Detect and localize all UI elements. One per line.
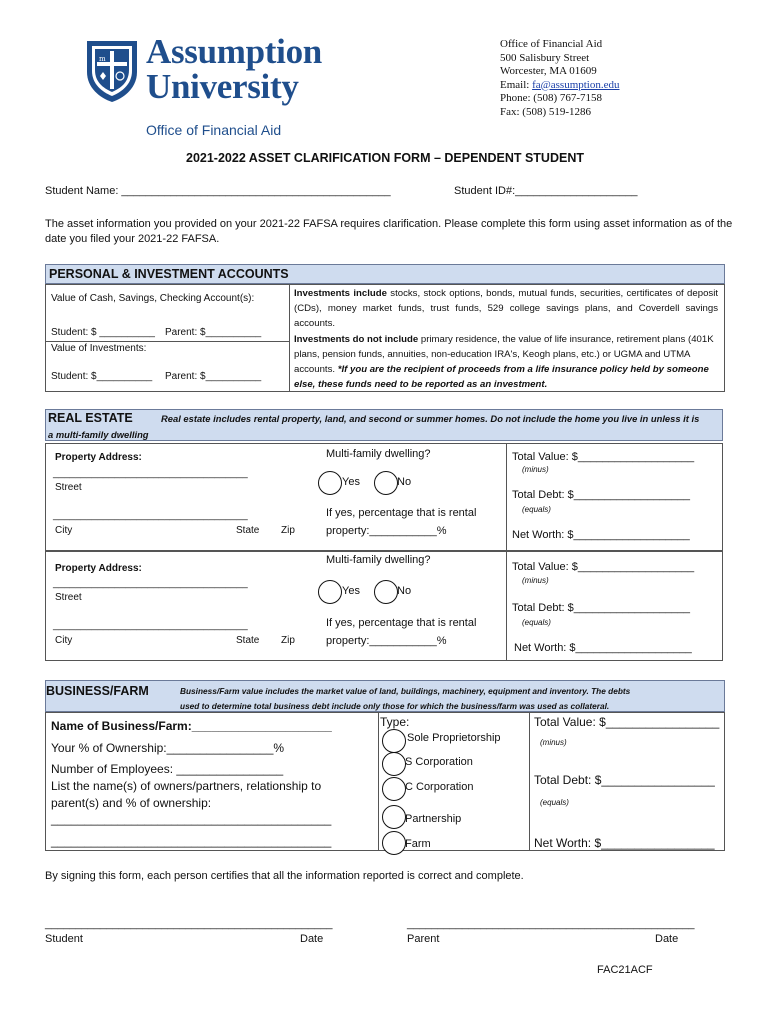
type-s-corporation-radio[interactable] <box>382 752 406 776</box>
type-farm-radio[interactable] <box>382 831 406 855</box>
form-title: 2021-2022 ASSET CLARIFICATION FORM – DEPENDENT STUDENT <box>186 151 584 165</box>
type-c-corporation-radio[interactable] <box>382 777 406 801</box>
business-total-value-field[interactable]: Total Value: $_________________ <box>534 715 720 729</box>
business-net-worth-field[interactable]: Net Worth: $_________________ <box>534 836 715 850</box>
student-name-field[interactable]: Student Name: ____________________________________________ <box>45 185 391 197</box>
property-address-label: Property Address: <box>55 452 142 463</box>
city-label: City <box>55 635 73 646</box>
type-sole-proprietorship-label: Sole Proprietorship <box>407 732 501 744</box>
investments-include-note <box>294 286 718 331</box>
business-note-line1: Business/Farm value includes the market value of land, buildings, machinery, equipment and inventory. The debts <box>180 686 631 696</box>
total-debt-field[interactable]: Total Debt: $___________________ <box>512 602 690 614</box>
business-divider-1 <box>378 712 379 851</box>
logo-line1: Assumption <box>146 32 322 71</box>
business-type-label: Type: <box>380 715 410 729</box>
business-name-field[interactable]: Name of Business/Farm:_____________________ <box>51 719 332 733</box>
personal-divider <box>289 284 290 392</box>
logo <box>84 32 346 148</box>
office-fax: Fax: (508) 519-1286 <box>500 105 592 118</box>
type-partnership-label: Partnership <box>405 813 462 825</box>
email-label: Email: <box>500 78 533 91</box>
owners-label-line2: parent(s) and % of ownership: <box>51 796 212 810</box>
email-link[interactable]: fa@assumption.edu <box>532 78 620 91</box>
state-label: State <box>236 525 260 536</box>
real-estate-note-line1: Real estate includes rental property, land, and second or summer homes. Do not include the home you live in unless it is <box>161 413 700 424</box>
property-city-blank[interactable]: ___________________________________ <box>53 510 248 521</box>
office-name: Office of Financial Aid <box>500 38 603 50</box>
parent-signature-line[interactable]: _______________________________________________ <box>407 918 695 930</box>
parent-date-label: Date <box>655 933 679 945</box>
multi-family-label: Multi-family dwelling? <box>326 554 431 566</box>
university-shield-icon <box>84 38 140 104</box>
type-s-corporation-label: S Corporation <box>405 756 473 768</box>
multi-family-yes-radio[interactable] <box>318 580 342 604</box>
property-city-blank[interactable]: ___________________________________ <box>53 620 248 631</box>
owners-blank-2[interactable]: __________________________________________ <box>51 834 332 848</box>
type-sole-proprietorship-radio[interactable] <box>382 729 406 753</box>
multi-family-no-radio[interactable] <box>374 580 398 604</box>
property-address-label: Property Address: <box>55 563 142 574</box>
office-street: 500 Salisbury Street <box>500 51 590 64</box>
office-address <box>500 38 620 119</box>
rental-pct-field[interactable]: property:___________% <box>326 635 447 647</box>
student-signature-line[interactable]: _______________________________________________ <box>45 918 333 930</box>
net-worth-field[interactable]: Net Worth: $___________________ <box>514 642 692 654</box>
state-label: State <box>236 635 260 646</box>
property-street-blank[interactable]: ___________________________________ <box>53 468 248 479</box>
net-worth-field[interactable]: Net Worth: $___________________ <box>512 529 690 541</box>
logo-subtitle: Office of Financial Aid <box>146 122 282 138</box>
rental-pct-label: If yes, percentage that is rental <box>326 507 477 519</box>
total-value-field[interactable]: Total Value: $___________________ <box>512 451 695 463</box>
business-equals-label: (equals) <box>540 798 569 807</box>
multi-family-yes-radio[interactable] <box>318 471 342 495</box>
include-bold: Investments include <box>294 288 387 299</box>
ownership-field[interactable]: Your % of Ownership:________________% <box>51 741 285 755</box>
personal-header-title: PERSONAL & INVESTMENT ACCOUNTS <box>49 267 289 281</box>
zip-label: Zip <box>281 635 295 646</box>
personal-section-header <box>45 264 725 284</box>
personal-cash-bottom <box>45 341 289 342</box>
parent-signature-label: Parent <box>407 933 440 945</box>
office-phone: Phone: (508) 767-7158 <box>500 92 603 104</box>
employees-field[interactable]: Number of Employees: ________________ <box>51 762 284 776</box>
investments-exclude-note <box>294 332 718 392</box>
cash-label: Value of Cash, Savings, Checking Account(s): <box>51 293 255 304</box>
student-id-field[interactable]: Student ID#:____________________ <box>454 185 638 197</box>
include-text: stocks, stock options, bonds, mutual funds, securities, certificates of deposit (CDs), money market funds, trust funds, 529 college savings plans, and Coverdell savings accounts. <box>294 288 718 329</box>
owners-label-line1: List the name(s) of owners/partners, relationship to <box>51 779 322 793</box>
certification-text: By signing this form, each person certifies that all the information reported is correct and complete. <box>45 870 524 882</box>
type-farm-label: Farm <box>405 838 431 850</box>
student-date-label: Date <box>300 933 324 945</box>
office-email-row <box>500 79 620 93</box>
exclude-text: primary residence, the value of life insurance, retirement plans (401K plans, pension funds, annuities, non-education IRA's, Keogh plans, etc.) or UGMA and UTMA accounts. <box>294 334 714 375</box>
total-debt-field[interactable]: Total Debt: $___________________ <box>512 489 690 501</box>
exclude-bold: Investments do not include <box>294 334 419 345</box>
svg-text:m: m <box>99 55 106 63</box>
student-signature-label: Student <box>45 933 83 945</box>
equals-label: (equals) <box>522 505 551 514</box>
multi-family-no-radio[interactable] <box>374 471 398 495</box>
business-total-debt-field[interactable]: Total Debt: $_________________ <box>534 773 715 787</box>
invest-parent-field[interactable]: Parent: $__________ <box>165 371 262 382</box>
street-label: Street <box>55 482 82 493</box>
no-label: No <box>397 585 412 597</box>
yes-label: Yes <box>342 476 360 488</box>
cash-student-field[interactable]: Student: $ __________ <box>51 327 155 338</box>
cash-parent-field[interactable]: Parent: $__________ <box>165 327 262 338</box>
yes-label: Yes <box>342 585 360 597</box>
equals-label: (equals) <box>522 618 551 627</box>
owners-blank-1[interactable]: __________________________________________ <box>51 812 332 826</box>
intro-text: The asset information you provided on your 2021-22 FAFSA requires clarification. Please complete this form using asset information as of the date you filed your 2021-22 FAFSA. <box>45 218 733 245</box>
rental-pct-field[interactable]: property:___________% <box>326 525 447 537</box>
property-street-blank[interactable]: ___________________________________ <box>53 578 248 589</box>
investments-label: Value of Investments: <box>51 343 147 354</box>
multi-family-label: Multi-family dwelling? <box>326 448 431 460</box>
type-partnership-radio[interactable] <box>382 805 406 829</box>
business-divider-2 <box>529 712 530 851</box>
real-estate-note-line2: a multi-family dwelling <box>48 429 149 440</box>
business-header-title: BUSINESS/FARM <box>46 684 149 698</box>
rental-pct-label: If yes, percentage that is rental <box>326 617 477 629</box>
logo-line2: University <box>146 67 299 106</box>
exclude-emphasis: *If you are the recipient of proceeds from a life insurance policy held by someone else, these funds need to be reported as an investment. <box>294 364 709 390</box>
business-note-line2: used to determine total business debt include only those for which the business/farm was used as collateral. <box>180 701 610 711</box>
form-code: FAC21ACF <box>597 964 653 976</box>
type-c-corporation-label: C Corporation <box>405 781 474 793</box>
real-estate-header-title: REAL ESTATE <box>48 411 133 425</box>
total-value-field[interactable]: Total Value: $___________________ <box>512 561 695 573</box>
business-minus-label: (minus) <box>540 738 567 747</box>
invest-student-field[interactable]: Student: $__________ <box>51 371 153 382</box>
zip-label: Zip <box>281 525 295 536</box>
minus-label: (minus) <box>522 465 549 474</box>
no-label: No <box>397 476 412 488</box>
street-label: Street <box>55 592 82 603</box>
real-estate-col-divider-1 <box>506 443 507 661</box>
office-city: Worcester, MA 01609 <box>500 65 597 77</box>
minus-label: (minus) <box>522 576 549 585</box>
city-label: City <box>55 525 73 536</box>
